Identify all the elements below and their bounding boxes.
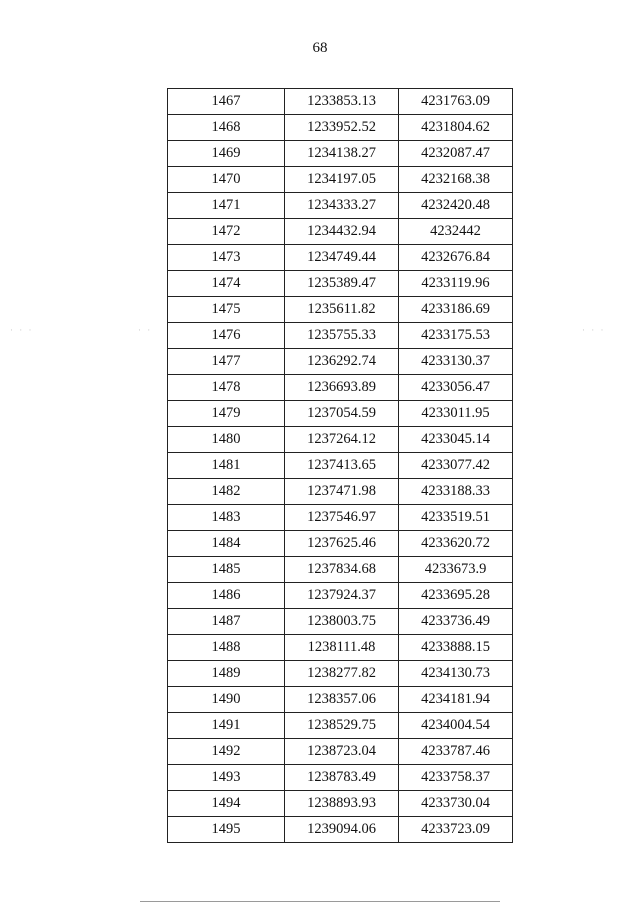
point-number-cell: 1478: [168, 375, 285, 401]
table-row: [168, 375, 513, 401]
table-row: [168, 271, 513, 297]
table-row: [168, 245, 513, 271]
coordinates-table-container: [167, 88, 513, 843]
y-coordinate-cell: 4233186.69: [399, 297, 513, 323]
point-number-cell: 1481: [168, 453, 285, 479]
x-coordinate-cell: 1237264.12: [285, 427, 399, 453]
point-number-cell: 1482: [168, 479, 285, 505]
x-coordinate-cell: 1237834.68: [285, 557, 399, 583]
point-number-cell: 1473: [168, 245, 285, 271]
point-number-cell: 1483: [168, 505, 285, 531]
y-coordinate-cell: 4232676.84: [399, 245, 513, 271]
table-row: [168, 765, 513, 791]
x-coordinate-cell: 1233853.13: [285, 89, 399, 115]
point-number-cell: 1477: [168, 349, 285, 375]
y-coordinate-cell: 4233888.15: [399, 635, 513, 661]
point-number-cell: 1489: [168, 661, 285, 687]
point-number-cell: 1491: [168, 713, 285, 739]
x-coordinate-cell: 1238529.75: [285, 713, 399, 739]
point-number-cell: 1492: [168, 739, 285, 765]
table-row: [168, 479, 513, 505]
scan-speck: · · ·: [10, 325, 34, 335]
scan-speck: · · ·: [582, 325, 606, 335]
table-row: [168, 505, 513, 531]
point-number-cell: 1485: [168, 557, 285, 583]
table-row: [168, 297, 513, 323]
table-row: [168, 713, 513, 739]
x-coordinate-cell: 1238723.04: [285, 739, 399, 765]
point-number-cell: 1471: [168, 193, 285, 219]
point-number-cell: 1476: [168, 323, 285, 349]
point-number-cell: 1470: [168, 167, 285, 193]
x-coordinate-cell: 1234197.05: [285, 167, 399, 193]
x-coordinate-cell: 1238003.75: [285, 609, 399, 635]
table-row: [168, 219, 513, 245]
point-number-cell: 1474: [168, 271, 285, 297]
x-coordinate-cell: 1235389.47: [285, 271, 399, 297]
y-coordinate-cell: 4233130.37: [399, 349, 513, 375]
table-row: [168, 401, 513, 427]
coordinates-table-body: [168, 89, 513, 843]
table-row: [168, 687, 513, 713]
y-coordinate-cell: 4233673.9: [399, 557, 513, 583]
y-coordinate-cell: 4231804.62: [399, 115, 513, 141]
point-number-cell: 1475: [168, 297, 285, 323]
x-coordinate-cell: 1237625.46: [285, 531, 399, 557]
y-coordinate-cell: 4233620.72: [399, 531, 513, 557]
table-row: [168, 427, 513, 453]
table-row: [168, 817, 513, 843]
table-row: [168, 609, 513, 635]
table-row: [168, 349, 513, 375]
y-coordinate-cell: 4234181.94: [399, 687, 513, 713]
x-coordinate-cell: 1233952.52: [285, 115, 399, 141]
y-coordinate-cell: 4232087.47: [399, 141, 513, 167]
y-coordinate-cell: 4232442: [399, 219, 513, 245]
point-number-cell: 1472: [168, 219, 285, 245]
y-coordinate-cell: 4231763.09: [399, 89, 513, 115]
x-coordinate-cell: 1236693.89: [285, 375, 399, 401]
y-coordinate-cell: 4233723.09: [399, 817, 513, 843]
y-coordinate-cell: 4232420.48: [399, 193, 513, 219]
x-coordinate-cell: 1234333.27: [285, 193, 399, 219]
y-coordinate-cell: 4233175.53: [399, 323, 513, 349]
point-number-cell: 1484: [168, 531, 285, 557]
x-coordinate-cell: 1238893.93: [285, 791, 399, 817]
point-number-cell: 1486: [168, 583, 285, 609]
table-row: [168, 635, 513, 661]
x-coordinate-cell: 1237054.59: [285, 401, 399, 427]
table-row: [168, 115, 513, 141]
coordinates-table: [167, 88, 513, 843]
point-number-cell: 1493: [168, 765, 285, 791]
table-row: [168, 531, 513, 557]
y-coordinate-cell: 4233077.42: [399, 453, 513, 479]
x-coordinate-cell: 1235611.82: [285, 297, 399, 323]
y-coordinate-cell: 4233188.33: [399, 479, 513, 505]
y-coordinate-cell: 4233011.95: [399, 401, 513, 427]
table-row: [168, 323, 513, 349]
y-coordinate-cell: 4233695.28: [399, 583, 513, 609]
x-coordinate-cell: 1237924.37: [285, 583, 399, 609]
table-row: [168, 739, 513, 765]
y-coordinate-cell: 4234004.54: [399, 713, 513, 739]
x-coordinate-cell: 1235755.33: [285, 323, 399, 349]
scan-speck: · ·: [138, 325, 153, 335]
y-coordinate-cell: 4233045.14: [399, 427, 513, 453]
x-coordinate-cell: 1234138.27: [285, 141, 399, 167]
table-row: [168, 141, 513, 167]
table-row: [168, 791, 513, 817]
point-number-cell: 1490: [168, 687, 285, 713]
point-number-cell: 1487: [168, 609, 285, 635]
y-coordinate-cell: 4233119.96: [399, 271, 513, 297]
x-coordinate-cell: 1237413.65: [285, 453, 399, 479]
y-coordinate-cell: 4233736.49: [399, 609, 513, 635]
point-number-cell: 1469: [168, 141, 285, 167]
point-number-cell: 1468: [168, 115, 285, 141]
table-row: [168, 661, 513, 687]
y-coordinate-cell: 4233056.47: [399, 375, 513, 401]
y-coordinate-cell: 4233519.51: [399, 505, 513, 531]
x-coordinate-cell: 1234432.94: [285, 219, 399, 245]
point-number-cell: 1479: [168, 401, 285, 427]
y-coordinate-cell: 4233758.37: [399, 765, 513, 791]
x-coordinate-cell: 1236292.74: [285, 349, 399, 375]
point-number-cell: 1494: [168, 791, 285, 817]
x-coordinate-cell: 1238277.82: [285, 661, 399, 687]
x-coordinate-cell: 1234749.44: [285, 245, 399, 271]
point-number-cell: 1495: [168, 817, 285, 843]
y-coordinate-cell: 4233787.46: [399, 739, 513, 765]
x-coordinate-cell: 1237471.98: [285, 479, 399, 505]
point-number-cell: 1467: [168, 89, 285, 115]
point-number-cell: 1488: [168, 635, 285, 661]
page-number: 68: [312, 40, 328, 56]
table-row: [168, 167, 513, 193]
x-coordinate-cell: 1237546.97: [285, 505, 399, 531]
table-row: [168, 193, 513, 219]
bottom-rule: [140, 901, 500, 902]
y-coordinate-cell: 4232168.38: [399, 167, 513, 193]
x-coordinate-cell: 1238783.49: [285, 765, 399, 791]
y-coordinate-cell: 4234130.73: [399, 661, 513, 687]
x-coordinate-cell: 1238111.48: [285, 635, 399, 661]
x-coordinate-cell: 1239094.06: [285, 817, 399, 843]
table-row: [168, 583, 513, 609]
y-coordinate-cell: 4233730.04: [399, 791, 513, 817]
table-row: [168, 89, 513, 115]
x-coordinate-cell: 1238357.06: [285, 687, 399, 713]
table-row: [168, 557, 513, 583]
table-row: [168, 453, 513, 479]
point-number-cell: 1480: [168, 427, 285, 453]
